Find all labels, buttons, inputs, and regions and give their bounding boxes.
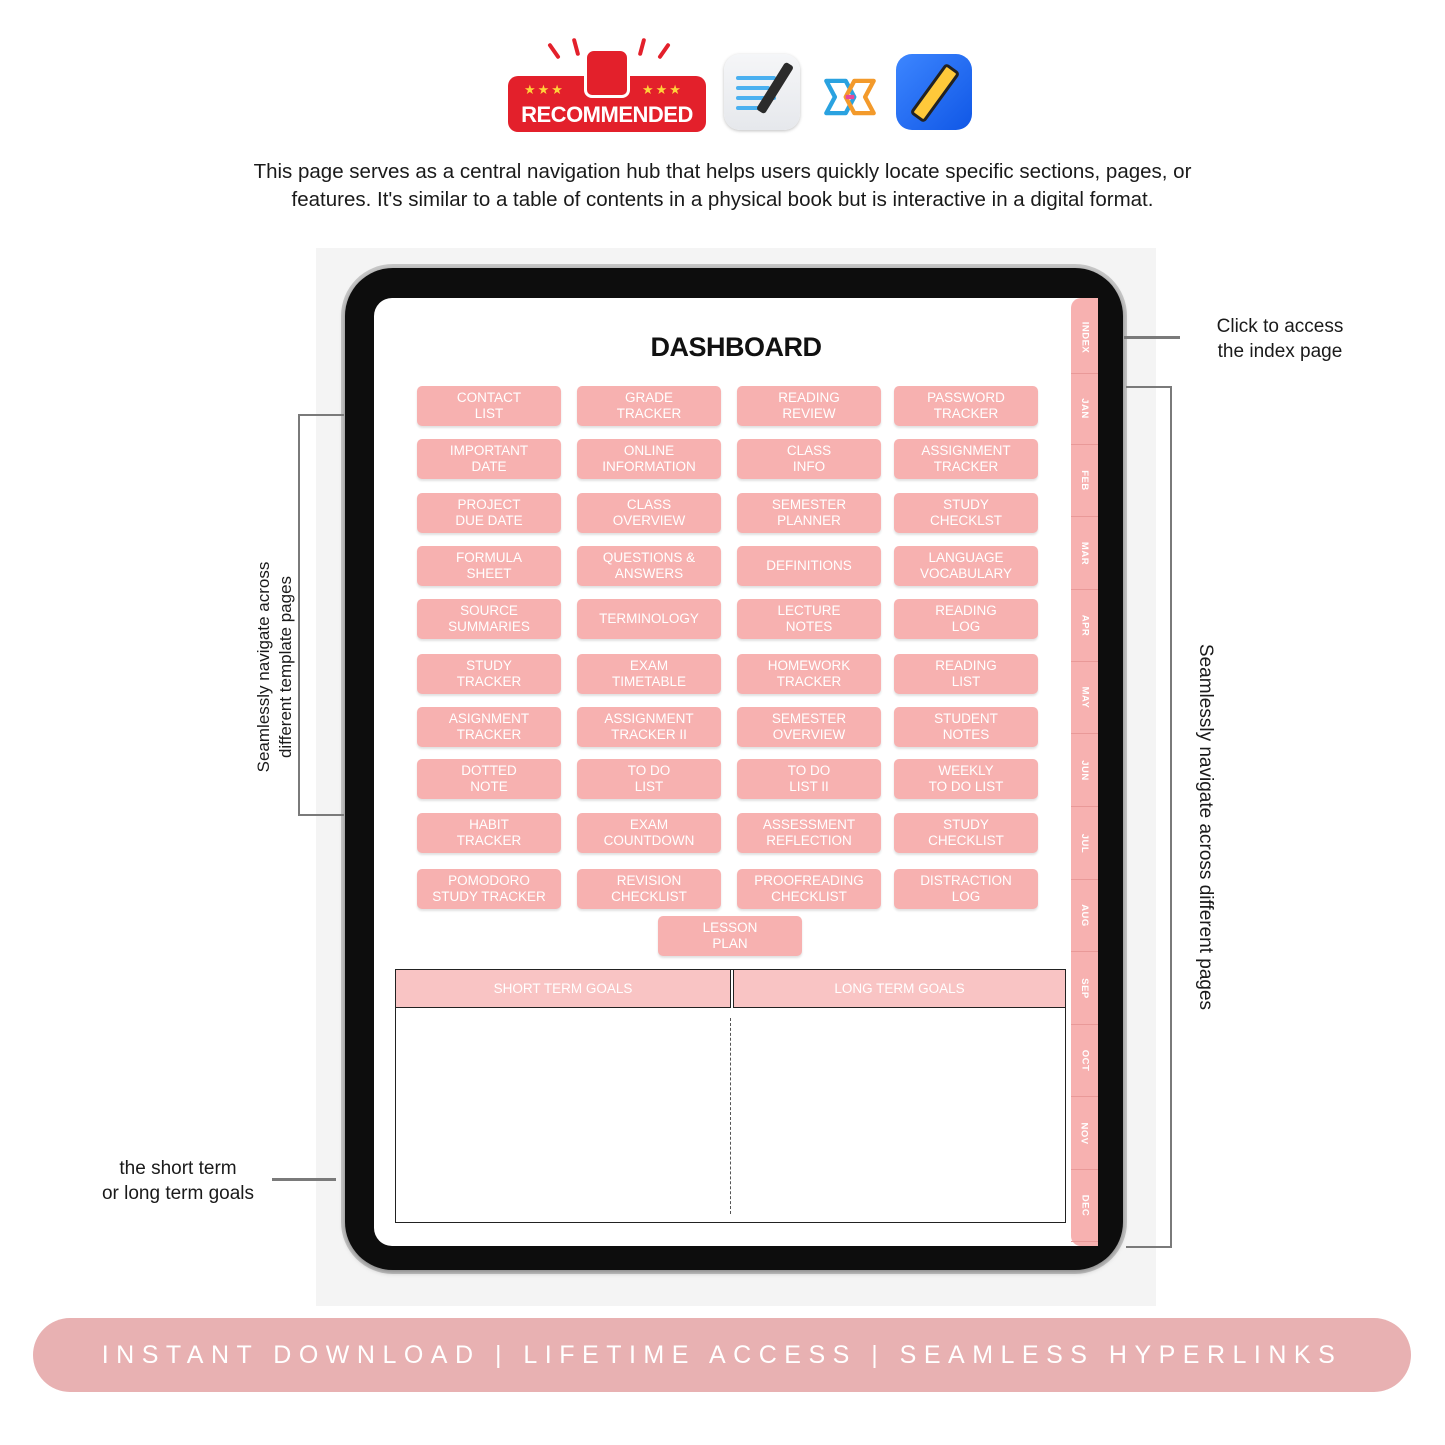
tab-apr[interactable] (1071, 590, 1098, 662)
dashboard-title: DASHBOARD (650, 332, 822, 362)
dashboard-button-password-tracker[interactable]: PASSWORD TRACKER (894, 386, 1038, 426)
stars-icon: ★★★ (524, 82, 565, 97)
short-term-goals-header: SHORT TERM GOALS (396, 970, 730, 1008)
tab-may[interactable] (1071, 662, 1098, 734)
tab-sep[interactable] (1071, 953, 1098, 1025)
tab-label: JAN (1078, 398, 1090, 419)
tab-label: JUL (1078, 833, 1090, 854)
stars-icon: ★★★ (642, 82, 683, 97)
goodnotes-icon (724, 54, 800, 130)
tab-label: AUG (1079, 904, 1090, 927)
tab-mar[interactable] (1071, 518, 1098, 590)
thumbs-up-icon (584, 48, 630, 98)
dashboard-button-revision-checklist[interactable]: REVISION CHECKLIST (577, 869, 721, 909)
tab-label: MAR (1078, 541, 1090, 566)
tab-label: NOV (1079, 1122, 1090, 1145)
dashboard-button-study-checklist[interactable]: STUDY CHECKLIST (894, 813, 1038, 853)
dashboard-button-important-date[interactable]: IMPORTANT DATE (417, 439, 561, 479)
dashboard-screen (374, 298, 1098, 1246)
tab-aug[interactable] (1071, 880, 1098, 952)
goals-table (395, 969, 1066, 1223)
tab-dec[interactable] (1071, 1170, 1098, 1242)
month-tab-strip (1071, 298, 1098, 1246)
right-bracket-bottom (1126, 1246, 1172, 1248)
left-bracket (298, 414, 300, 816)
dashboard-button-semester-planner[interactable]: SEMESTER PLANNER (737, 493, 881, 533)
dashboard-button-study-tracker[interactable]: STUDY TRACKER (417, 654, 561, 694)
dashboard-button-language-vocabulary[interactable]: LANGUAGE VOCABULARY (894, 546, 1038, 586)
right-vertical-annotation: Seamlessly navigate across different pages (1195, 643, 1216, 1011)
dashboard-button-assignment-tracker-ii[interactable]: ASSIGNMENT TRACKER II (577, 707, 721, 747)
feature-banner (33, 1318, 1411, 1392)
tab-label: FEB (1079, 470, 1090, 491)
notability-icon (896, 54, 972, 130)
tab-label: JUN (1078, 760, 1090, 781)
dashboard-button-formula-sheet[interactable]: FORMULA SHEET (417, 546, 561, 586)
goals-annotation: the short term or long term goals (101, 1158, 255, 1204)
app-badges (0, 38, 1445, 138)
dashboard-button-to-do-list-ii[interactable]: TO DO LIST II (737, 759, 881, 799)
tab-label: MAY (1079, 686, 1090, 709)
tab-label: INDEX (1079, 321, 1091, 354)
dashboard-button-class-info[interactable]: CLASS INFO (737, 439, 881, 479)
index-annotation: Click to access the index page (1216, 316, 1344, 362)
dashboard-button-reading-log[interactable]: READING LOG (894, 599, 1038, 639)
dashboard-button-terminology[interactable]: TERMINOLOGY (577, 599, 721, 639)
tab-jan[interactable] (1071, 373, 1098, 445)
left-vertical-annotation: Seamlessly navigate across different template pages (254, 561, 295, 773)
dashboard-button-reading-review[interactable]: READING REVIEW (737, 386, 881, 426)
tab-jul[interactable] (1071, 808, 1098, 880)
dashboard-button-definitions[interactable]: DEFINITIONS (737, 546, 881, 586)
left-bracket-bottom (298, 814, 344, 816)
goals-divider (730, 1018, 731, 1214)
dashboard-button-source-summaries[interactable]: SOURCE SUMMARIES (417, 599, 561, 639)
right-bracket-top (1126, 386, 1172, 388)
dashboard-button-reading-list[interactable]: READING LIST (894, 654, 1038, 694)
left-bracket-top (298, 414, 344, 416)
xodo-icon (822, 74, 878, 120)
page-description: This page serves as a central navigation hub that helps users quickly locate specific sections, pages, or features. It's similar to a table of contents in a physical book but is interactive in a digital format. (253, 160, 1192, 211)
dashboard-button-habit-tracker[interactable]: HABIT TRACKER (417, 813, 561, 853)
dashboard-button-to-do-list[interactable]: TO DO LIST (577, 759, 721, 799)
tab-jun[interactable] (1071, 735, 1098, 807)
dashboard-button-assignment-tracker[interactable]: ASSIGNMENT TRACKER (894, 439, 1038, 479)
tab-label: DEC (1079, 1194, 1090, 1217)
recommended-label: RECOMMENDED (521, 102, 693, 127)
dashboard-button-homework-tracker[interactable]: HOMEWORK TRACKER (737, 654, 881, 694)
dashboard-button-lesson-plan[interactable]: LESSON PLAN (658, 916, 802, 956)
dashboard-button-exam-countdown[interactable]: EXAM COUNTDOWN (577, 813, 721, 853)
tab-index[interactable] (1071, 302, 1098, 374)
dashboard-button-proofreading-checklist[interactable]: PROOFREADING CHECKLIST (737, 869, 881, 909)
dashboard-button-study-checklst[interactable]: STUDY CHECKLST (894, 493, 1038, 533)
dashboard-button-contact-list[interactable]: CONTACT LIST (417, 386, 561, 426)
dashboard-button-lecture-notes[interactable]: LECTURE NOTES (737, 599, 881, 639)
tab-feb[interactable] (1071, 445, 1098, 517)
right-bracket (1170, 386, 1172, 1248)
dashboard-button-semester-overview[interactable]: SEMESTER OVERVIEW (737, 707, 881, 747)
dashboard-button-student-notes[interactable]: STUDENT NOTES (894, 707, 1038, 747)
dashboard-button-class-overview[interactable]: CLASS OVERVIEW (577, 493, 721, 533)
tab-label: OCT (1079, 1049, 1090, 1072)
dashboard-button-pomodoro-study-tracker[interactable]: POMODORO STUDY TRACKER (417, 869, 561, 909)
tab-oct[interactable] (1071, 1025, 1098, 1097)
dashboard-button-dotted-note[interactable]: DOTTED NOTE (417, 759, 561, 799)
long-term-goals-header: LONG TERM GOALS (734, 970, 1065, 1008)
dashboard-button-assessment-reflection[interactable]: ASSESSMENT REFLECTION (737, 813, 881, 853)
recommended-badge (508, 38, 706, 133)
index-pointer-line (1124, 336, 1180, 339)
tab-nov[interactable] (1071, 1098, 1098, 1170)
dashboard-button-project-due-date[interactable]: PROJECT DUE DATE (417, 493, 561, 533)
goals-pointer-line (272, 1178, 336, 1181)
dashboard-button-questions-answers[interactable]: QUESTIONS & ANSWERS (577, 546, 721, 586)
feature-banner-text: INSTANT DOWNLOAD | LIFETIME ACCESS | SEAMLESS HYPERLINKS (101, 1340, 1343, 1369)
dashboard-button-grade-tracker[interactable]: GRADE TRACKER (577, 386, 721, 426)
tab-label: SEP (1078, 978, 1090, 999)
tab-label: APR (1079, 614, 1090, 637)
dashboard-button-asignment-tracker[interactable]: ASIGNMENT TRACKER (417, 707, 561, 747)
dashboard-button-online-information[interactable]: ONLINE INFORMATION (577, 439, 721, 479)
dashboard-button-weekly-to-do-list[interactable]: WEEKLY TO DO LIST (894, 759, 1038, 799)
dashboard-button-distraction-log[interactable]: DISTRACTION LOG (894, 869, 1038, 909)
dashboard-button-exam-timetable[interactable]: EXAM TIMETABLE (577, 654, 721, 694)
